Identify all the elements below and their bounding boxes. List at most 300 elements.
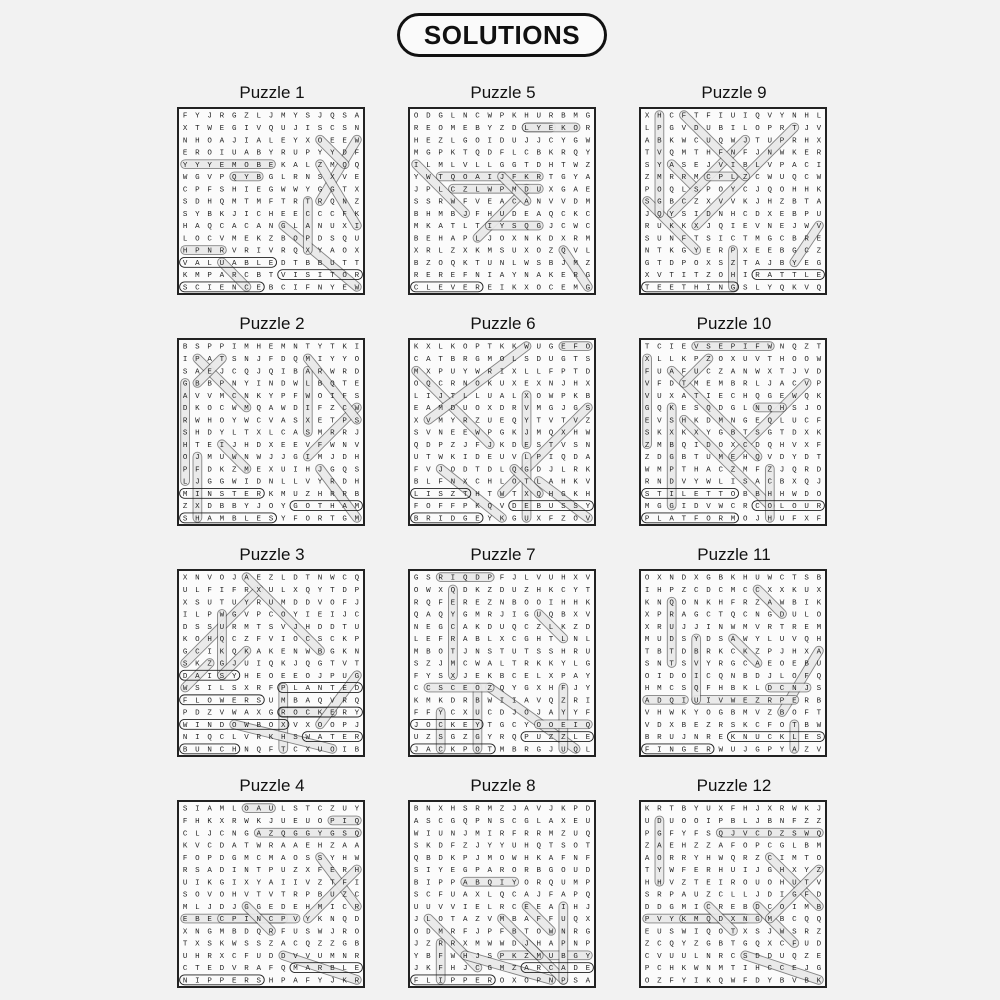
grid-letter: F xyxy=(644,368,650,377)
grid-letter: N xyxy=(573,940,578,949)
grid-letter: N xyxy=(693,734,699,743)
grid-letter: R xyxy=(524,830,529,839)
grid-letter: G xyxy=(426,149,431,158)
grid-letter: Z xyxy=(317,161,323,170)
grid-letter: Z xyxy=(342,891,347,900)
grid-letter: E xyxy=(462,685,468,694)
grid-letter: R xyxy=(256,599,261,608)
grid-letter: L xyxy=(413,636,419,645)
grid-letter: Q xyxy=(438,611,443,620)
grid-letter: X xyxy=(804,441,809,450)
grid-letter: O xyxy=(499,977,505,986)
grid-letter: J xyxy=(413,721,419,730)
grid-letter: R xyxy=(524,867,529,876)
grid-letter: Q xyxy=(487,879,492,888)
grid-letter: U xyxy=(293,928,298,937)
grid-letter: R xyxy=(342,429,347,438)
grid-letter: O xyxy=(816,611,822,620)
grid-letter: J xyxy=(561,405,566,414)
grid-letter: X xyxy=(512,380,517,389)
grid-letter: Y xyxy=(561,137,566,146)
grid-letter: B xyxy=(330,965,335,974)
grid-letter: Q xyxy=(816,284,822,293)
grid-letter: A xyxy=(585,977,591,986)
grid-letter: L xyxy=(281,587,286,595)
grid-letter: S xyxy=(743,284,748,293)
grid-letter: P xyxy=(499,952,505,961)
grid-letter: B xyxy=(718,125,723,133)
grid-letter: T xyxy=(792,125,797,133)
grid-letter: Q xyxy=(342,161,347,170)
grid-letter: V xyxy=(426,429,431,438)
grid-letter: J xyxy=(413,965,419,974)
grid-letter: Z xyxy=(354,198,360,207)
grid-letter: D xyxy=(779,611,785,620)
grid-letter: O xyxy=(730,490,736,499)
grid-letter: X xyxy=(244,685,249,694)
grid-letter: W xyxy=(487,940,492,949)
grid-letter: W xyxy=(804,223,809,232)
grid-letter: H xyxy=(779,405,785,414)
grid-letter: B xyxy=(475,697,480,706)
grid-letter: X xyxy=(718,805,723,814)
grid-letter: D xyxy=(450,697,456,706)
grid-letter: G xyxy=(669,503,674,512)
grid-letter: I xyxy=(231,343,237,352)
grid-letter: T xyxy=(354,259,360,268)
grid-letter: F xyxy=(585,709,591,718)
grid-letter: S xyxy=(792,830,797,839)
grid-letter: C xyxy=(231,636,237,645)
grid-letter: C xyxy=(767,478,773,487)
grid-letter: K xyxy=(681,429,687,438)
grid-letter: O xyxy=(816,854,822,863)
grid-letter: D xyxy=(195,198,200,207)
grid-letter: Q xyxy=(585,891,591,900)
grid-letter: M xyxy=(657,685,662,694)
grid-letter: K xyxy=(342,977,347,986)
grid-letter: H xyxy=(426,210,431,219)
grid-letter: F xyxy=(305,284,311,293)
grid-letter: G xyxy=(644,405,650,414)
grid-letter: V xyxy=(450,284,456,293)
grid-letter: Q xyxy=(293,356,298,364)
grid-letter: X xyxy=(548,672,554,681)
grid-letter: S xyxy=(644,490,650,499)
grid-letter: C xyxy=(342,405,347,414)
grid-letter: M xyxy=(512,186,517,195)
grid-letter: K xyxy=(426,842,431,851)
grid-letter: H xyxy=(767,515,773,524)
grid-letter: G xyxy=(524,466,529,475)
grid-letter: C xyxy=(548,284,554,293)
grid-letter: T xyxy=(706,490,711,499)
grid-letter: V xyxy=(804,368,809,377)
grid-letter: X xyxy=(499,636,505,645)
grid-letter: B xyxy=(681,805,687,814)
grid-letter: Z xyxy=(681,879,687,888)
grid-letter: C xyxy=(730,952,736,961)
grid-letter: A xyxy=(730,368,736,377)
grid-letter: S xyxy=(706,235,711,244)
grid-letter: T xyxy=(330,272,335,281)
grid-letter: O xyxy=(561,867,566,876)
grid-letter: Z xyxy=(317,940,323,949)
grid-letter: W xyxy=(219,611,225,620)
grid-letter: X xyxy=(524,284,529,293)
grid-letter: D xyxy=(317,623,323,632)
grid-letter: F xyxy=(438,599,443,608)
grid-letter: A xyxy=(293,842,298,851)
grid-letter: G xyxy=(195,174,200,183)
grid-letter: P xyxy=(718,818,723,826)
grid-letter: A xyxy=(268,405,274,414)
grid-letter: Y xyxy=(585,685,591,694)
grid-letter: R xyxy=(342,867,347,876)
grid-letter: T xyxy=(281,746,286,755)
grid-letter: Y xyxy=(536,125,542,133)
grid-letter: T xyxy=(450,916,456,925)
grid-letter: D xyxy=(693,503,699,512)
grid-letter: O xyxy=(462,174,468,183)
grid-letter: E xyxy=(293,441,298,450)
grid-letter: U xyxy=(706,125,711,133)
grid-letter: R xyxy=(718,903,723,912)
grid-letter: D xyxy=(718,916,723,925)
grid-letter: M xyxy=(413,368,419,377)
grid-letter: K xyxy=(256,818,261,826)
grid-letter: B xyxy=(426,952,431,961)
grid-letter: G xyxy=(816,965,822,974)
grid-letter: U xyxy=(354,235,360,244)
grid-letter: B xyxy=(512,599,517,608)
grid-letter: K xyxy=(816,599,822,608)
grid-letter: B xyxy=(354,746,360,755)
grid-letter: Q xyxy=(231,174,237,183)
grid-letter: N xyxy=(293,648,298,657)
grid-letter: F xyxy=(693,515,699,524)
grid-letter: N xyxy=(244,454,249,463)
grid-letter: E xyxy=(524,210,529,219)
grid-letter: V xyxy=(536,697,542,706)
grid-letter: H xyxy=(354,454,360,463)
grid-letter: V xyxy=(244,611,249,620)
grid-letter: C xyxy=(743,660,748,669)
grid-letter: W xyxy=(573,223,578,232)
grid-letter: P xyxy=(585,879,591,888)
grid-letter: W xyxy=(767,574,773,583)
grid-letter: K xyxy=(450,721,456,730)
grid-letter: H xyxy=(182,441,188,450)
grid-letter: C xyxy=(195,284,200,293)
grid-letter: P xyxy=(585,940,591,949)
grid-letter: U xyxy=(182,879,188,888)
grid-letter: R xyxy=(342,368,347,377)
grid-letter: H xyxy=(536,636,542,645)
grid-letter: P xyxy=(219,343,225,352)
grid-letter: R xyxy=(718,721,723,730)
grid-letter: X xyxy=(182,574,188,583)
grid-letter: H xyxy=(268,210,274,219)
grid-letter: K xyxy=(561,623,566,632)
grid-letter: A xyxy=(195,223,200,232)
grid-letter: P xyxy=(767,648,773,657)
grid-letter: Q xyxy=(536,842,542,851)
grid-letter: U xyxy=(561,879,566,888)
grid-letter: A xyxy=(718,842,723,851)
grid-letter: X xyxy=(644,623,650,632)
grid-letter: L xyxy=(573,660,578,669)
grid-letter: W xyxy=(354,284,360,293)
grid-letter: W xyxy=(219,697,225,706)
grid-letter: R xyxy=(706,746,711,755)
grid-letter: I xyxy=(693,210,699,219)
grid-letter: P xyxy=(438,879,443,888)
grid-letter: N xyxy=(244,392,249,401)
grid-letter: H xyxy=(536,587,542,595)
grid-letter: W xyxy=(779,599,785,608)
grid-letter: I xyxy=(244,186,249,195)
grid-letter: G xyxy=(231,112,237,121)
grid-letter: S xyxy=(342,125,347,133)
grid-letter: O xyxy=(475,746,480,755)
grid-letter: T xyxy=(305,805,311,814)
grid-letter: B xyxy=(317,380,323,389)
grid-letter: O xyxy=(354,356,360,364)
grid-letter: D xyxy=(779,454,785,463)
grid-letter: R xyxy=(524,660,529,669)
grid-letter: J xyxy=(755,515,760,524)
grid-letter: Y xyxy=(475,721,480,730)
grid-letter: I xyxy=(681,272,687,281)
grid-letter: V xyxy=(755,223,760,232)
grid-letter: B xyxy=(561,611,566,620)
grid-letter: Q xyxy=(219,636,225,645)
grid-letter: Q xyxy=(779,284,785,293)
grid-letter: A xyxy=(499,272,505,281)
grid-letter: Q xyxy=(669,697,674,706)
grid-letter: H xyxy=(195,137,200,146)
grid-letter: D xyxy=(317,235,323,244)
grid-letter: W xyxy=(585,429,591,438)
grid-letter: F xyxy=(706,685,711,694)
grid-letter: Z xyxy=(644,174,650,183)
grid-letter: Y xyxy=(330,356,335,364)
grid-letter: J xyxy=(755,149,760,158)
grid-letter: J xyxy=(475,854,480,863)
grid-letter: L xyxy=(681,490,687,499)
grid-letter: D xyxy=(219,842,225,851)
grid-letter: A xyxy=(462,623,468,632)
grid-letter: M xyxy=(573,112,578,121)
grid-letter: J xyxy=(195,478,200,487)
grid-letter: S xyxy=(207,940,212,949)
grid-letter: O xyxy=(548,721,554,730)
grid-letter: N xyxy=(487,818,492,826)
grid-letter: O xyxy=(573,842,578,851)
grid-letter: P xyxy=(207,272,212,281)
grid-letter: T xyxy=(330,685,335,694)
grid-letter: K xyxy=(804,805,809,814)
grid-letter: H xyxy=(718,599,723,608)
grid-letter: G xyxy=(182,380,188,389)
grid-letter: Q xyxy=(585,721,591,730)
grid-letter: Q xyxy=(816,672,822,681)
grid-letter: K xyxy=(573,490,578,499)
grid-letter: C xyxy=(730,392,736,401)
grid-letter: K xyxy=(669,247,674,256)
grid-letter: A xyxy=(669,161,674,170)
grid-letter: Z xyxy=(330,842,335,851)
grid-letter: J xyxy=(293,623,298,632)
grid-letter: E xyxy=(585,186,591,195)
grid-letter: P xyxy=(438,368,443,377)
grid-letter: I xyxy=(462,903,468,912)
grid-letter: Q xyxy=(342,235,347,244)
grid-letter: E xyxy=(706,380,711,389)
grid-letter: U xyxy=(536,186,542,195)
grid-letter: H xyxy=(804,137,809,146)
grid-letter: P xyxy=(305,149,311,158)
puzzle-title: Puzzle 2 xyxy=(239,314,305,333)
grid-letter: V xyxy=(585,515,591,524)
grid-letter: M xyxy=(317,903,323,912)
puzzle-title: Puzzle 6 xyxy=(470,314,536,333)
grid-letter: E xyxy=(681,343,687,352)
grid-letter: D xyxy=(207,466,212,475)
grid-letter: K xyxy=(450,854,456,863)
grid-letter: O xyxy=(475,685,480,694)
grid-letter: T xyxy=(487,490,492,499)
grid-letter: S xyxy=(487,648,492,657)
grid-letter: C xyxy=(462,660,468,669)
grid-letter: W xyxy=(244,417,249,426)
grid-letter: D xyxy=(804,454,809,463)
grid-letter: U xyxy=(293,149,298,158)
grid-letter: U xyxy=(499,210,505,219)
grid-letter: D xyxy=(256,441,261,450)
grid-letter: D xyxy=(426,441,431,450)
grid-letter: S xyxy=(512,223,517,232)
grid-letter: D xyxy=(281,952,286,961)
grid-letter: H xyxy=(182,223,188,232)
grid-letter: Z xyxy=(706,842,711,851)
grid-letter: T xyxy=(681,380,687,389)
grid-letter: R xyxy=(499,734,505,743)
grid-letter: U xyxy=(219,259,225,268)
grid-letter: Q xyxy=(755,112,760,121)
grid-letter: X xyxy=(219,952,225,961)
grid-letter: L xyxy=(182,478,188,487)
grid-letter: V xyxy=(669,879,674,888)
grid-letter: S xyxy=(219,672,225,681)
grid-letter: W xyxy=(256,842,261,851)
grid-letter: D xyxy=(281,356,286,364)
grid-letter: U xyxy=(693,697,699,706)
grid-letter: U xyxy=(536,611,542,620)
grid-letter: V xyxy=(487,916,492,925)
grid-letter: S xyxy=(342,830,347,839)
grid-letter: O xyxy=(512,867,517,876)
grid-letter: C xyxy=(450,623,456,632)
grid-letter: G xyxy=(207,478,212,487)
grid-letter: L xyxy=(426,478,431,487)
grid-letter: I xyxy=(426,879,431,888)
grid-letter: K xyxy=(499,343,505,352)
grid-letter: N xyxy=(231,284,237,293)
grid-letter: O xyxy=(450,466,456,475)
grid-letter: M xyxy=(767,916,773,925)
grid-letter: D xyxy=(681,648,687,657)
grid-letter: O xyxy=(281,611,286,620)
grid-letter: S xyxy=(644,660,650,669)
grid-letter: U xyxy=(779,636,785,645)
grid-letter: A xyxy=(644,854,650,863)
puzzle-panel-5 xyxy=(408,82,598,293)
grid-letter: A xyxy=(207,867,212,876)
puzzle-panel-7 xyxy=(408,544,598,755)
grid-letter: P xyxy=(487,928,492,937)
grid-letter: D xyxy=(657,818,662,826)
grid-letter: D xyxy=(755,977,760,986)
grid-letter: S xyxy=(305,854,311,863)
grid-letter: T xyxy=(281,198,286,207)
grid-letter: W xyxy=(354,854,360,863)
grid-letter: C xyxy=(669,685,674,694)
grid-letter: C xyxy=(268,916,274,925)
grid-letter: R xyxy=(657,623,662,632)
grid-letter: R xyxy=(573,272,578,281)
grid-letter: L xyxy=(730,891,736,900)
grid-letter: H xyxy=(743,454,748,463)
grid-letter: I xyxy=(730,223,736,232)
grid-letter: T xyxy=(330,660,335,669)
grid-letter: J xyxy=(268,454,274,463)
grid-letter: X xyxy=(462,478,468,487)
grid-letter: A xyxy=(644,137,650,146)
grid-letter: B xyxy=(792,599,797,608)
grid-letter: W xyxy=(305,392,311,401)
grid-letter: I xyxy=(548,599,554,608)
grid-letter: Y xyxy=(207,161,212,170)
grid-letter: D xyxy=(718,405,723,414)
grid-letter: L xyxy=(561,466,566,475)
grid-letter: G xyxy=(354,672,360,681)
grid-letter: Y xyxy=(195,210,200,219)
grid-letter: W xyxy=(524,343,529,352)
grid-letter: V xyxy=(305,952,311,961)
grid-letter: F xyxy=(317,867,323,876)
grid-letter: I xyxy=(743,965,748,974)
grid-letter: I xyxy=(281,636,286,645)
grid-letter: U xyxy=(730,867,736,876)
grid-letter: Z xyxy=(561,697,566,706)
grid-letter: Q xyxy=(256,405,261,414)
puzzle-title: Puzzle 7 xyxy=(470,545,536,564)
grid-letter: K xyxy=(195,660,200,669)
grid-letter: I xyxy=(244,210,249,219)
grid-letter: E xyxy=(207,441,212,450)
grid-letter: E xyxy=(792,697,797,706)
grid-letter: I xyxy=(438,515,443,524)
grid-letter: A xyxy=(561,891,566,900)
letter-grid-svg xyxy=(410,109,594,293)
grid-letter: K xyxy=(816,392,822,401)
grid-letter: L xyxy=(524,574,529,583)
grid-letter: M xyxy=(317,429,323,438)
grid-letter: C xyxy=(256,210,261,219)
grid-letter: K xyxy=(548,149,554,158)
